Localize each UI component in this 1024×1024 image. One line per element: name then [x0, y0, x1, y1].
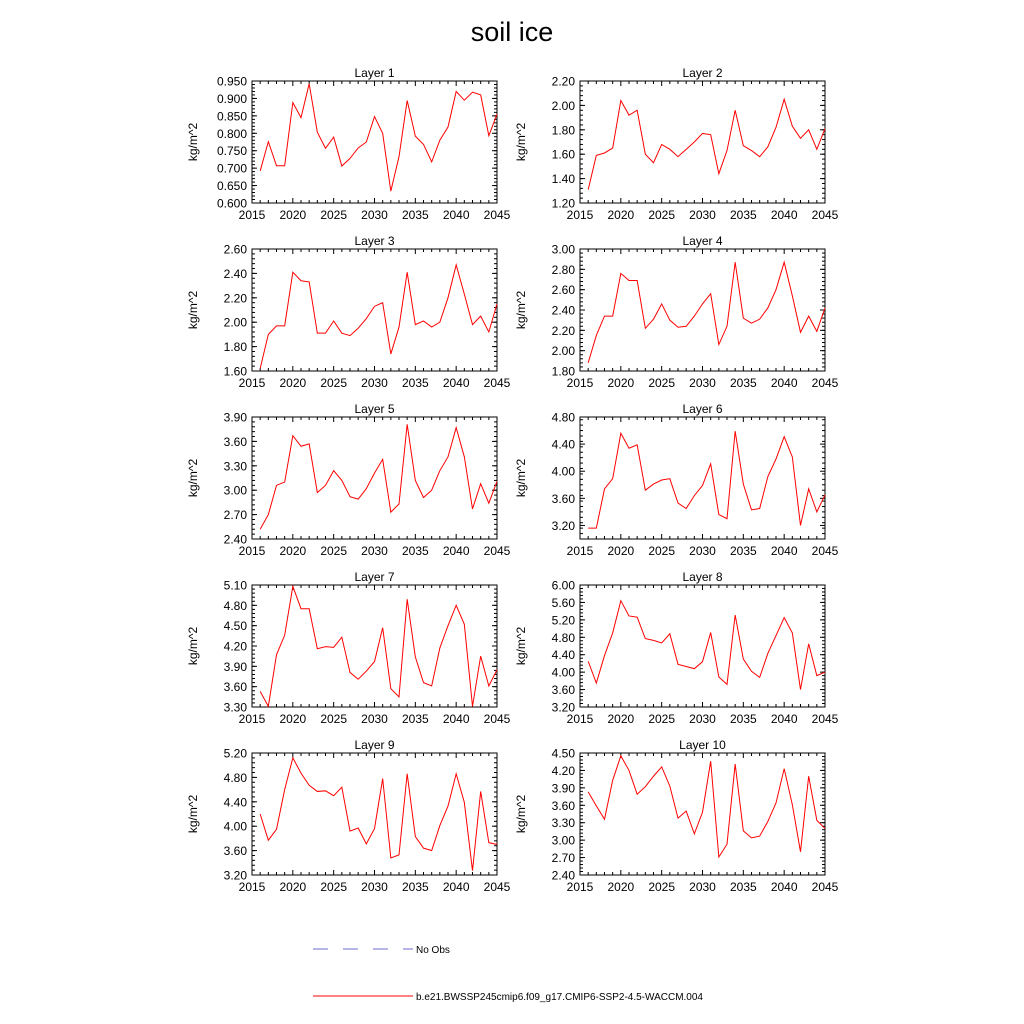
- y-tick-label: 4.00: [551, 665, 575, 680]
- x-tick-label: 2015: [566, 208, 594, 222]
- y-tick-label: 5.10: [223, 578, 247, 593]
- x-tick-label: 2025: [320, 712, 348, 726]
- series-line: [260, 265, 497, 369]
- y-tick-label: 2.70: [223, 508, 247, 523]
- y-tick-label: 3.20: [551, 700, 575, 715]
- series-line: [260, 586, 497, 706]
- y-tick-label: 2.20: [223, 291, 247, 306]
- y-tick-label: 6.00: [551, 578, 575, 593]
- y-tick-label: 4.40: [551, 437, 575, 452]
- x-tick-label: 2025: [648, 208, 676, 222]
- y-tick-label: 1.80: [223, 340, 247, 355]
- x-tick-label: 2030: [361, 376, 388, 390]
- x-tick-label: 2015: [238, 712, 266, 726]
- x-tick-label: 2035: [729, 712, 757, 726]
- x-tick-label: 2035: [729, 376, 757, 390]
- y-tick-label: 3.90: [551, 781, 575, 796]
- y-tick-label: 1.40: [551, 172, 575, 187]
- x-tick-label: 2020: [279, 544, 307, 558]
- y-tick-label: 2.40: [223, 266, 247, 281]
- y-axis-label: kg/m^2: [186, 122, 200, 162]
- x-tick-label: 2020: [279, 712, 307, 726]
- y-tick-label: 2.00: [223, 315, 247, 330]
- x-tick-label: 2015: [566, 880, 594, 894]
- y-tick-label: 2.00: [551, 98, 575, 113]
- y-tick-label: 2.70: [551, 851, 575, 866]
- panel-layer-4: [514, 234, 839, 390]
- panel-title: Layer 2: [682, 66, 723, 80]
- x-tick-label: 2035: [729, 880, 757, 894]
- series-line: [588, 756, 825, 857]
- y-tick-label: 1.20: [551, 196, 575, 211]
- x-tick-label: 2020: [607, 208, 635, 222]
- legend-series-label: b.e21.BWSSP245cmip6.f09_g17.CMIP6-SSP2-4.5-WACCM.004: [416, 992, 703, 1003]
- x-tick-label: 2025: [648, 712, 676, 726]
- y-tick-label: 3.60: [223, 844, 247, 859]
- x-tick-label: 2025: [648, 880, 676, 894]
- legend-obs-label: No Obs: [416, 945, 450, 956]
- y-axis-label: kg/m^2: [514, 290, 528, 330]
- x-tick-label: 2025: [320, 544, 348, 558]
- y-tick-label: 0.650: [216, 179, 247, 194]
- x-tick-label: 2040: [770, 208, 798, 222]
- panel-title: Layer 8: [682, 570, 723, 584]
- x-tick-label: 2015: [238, 880, 266, 894]
- x-tick-label: 2030: [689, 208, 716, 222]
- y-tick-label: 5.20: [551, 613, 575, 628]
- panel-title: Layer 9: [354, 738, 395, 752]
- plot-frame: [580, 585, 825, 707]
- y-tick-label: 4.40: [223, 795, 247, 810]
- panel-title: Layer 1: [354, 66, 395, 80]
- y-tick-label: 2.40: [223, 532, 247, 547]
- x-tick-label: 2045: [811, 376, 839, 390]
- panel-layer-6: [514, 402, 839, 558]
- y-tick-label: 4.80: [551, 410, 575, 425]
- x-tick-label: 2035: [401, 712, 429, 726]
- x-tick-label: 2015: [238, 376, 266, 390]
- y-tick-label: 0.900: [216, 91, 247, 106]
- x-tick-label: 2025: [320, 208, 348, 222]
- x-tick-label: 2030: [689, 880, 716, 894]
- y-axis-label: kg/m^2: [514, 458, 528, 498]
- panels: [186, 66, 839, 894]
- x-tick-label: 2040: [442, 880, 470, 894]
- y-tick-label: 3.00: [551, 833, 575, 848]
- y-tick-label: 3.90: [223, 659, 247, 674]
- series-line: [588, 431, 825, 528]
- plot-frame: [580, 417, 825, 539]
- x-tick-label: 2035: [401, 376, 429, 390]
- x-tick-label: 2040: [770, 880, 798, 894]
- x-tick-label: 2030: [689, 376, 716, 390]
- panel-layer-5: [186, 402, 511, 558]
- x-tick-label: 2045: [811, 544, 839, 558]
- plot-frame: [252, 417, 497, 539]
- panel-title: Layer 3: [354, 234, 395, 248]
- y-tick-label: 4.20: [223, 639, 247, 654]
- y-tick-label: 3.60: [551, 683, 575, 698]
- y-tick-label: 2.20: [551, 323, 575, 338]
- series-line: [260, 424, 497, 529]
- x-tick-label: 2040: [770, 376, 798, 390]
- y-tick-label: 0.700: [216, 161, 247, 176]
- x-tick-label: 2035: [729, 544, 757, 558]
- y-tick-label: 3.30: [223, 700, 247, 715]
- y-tick-label: 4.00: [551, 464, 575, 479]
- y-tick-label: 2.40: [551, 303, 575, 318]
- x-tick-label: 2025: [320, 376, 348, 390]
- y-tick-label: 5.20: [223, 746, 247, 761]
- plot-frame: [580, 753, 825, 875]
- series-line: [260, 84, 497, 191]
- y-tick-label: 4.80: [551, 630, 575, 645]
- x-tick-label: 2045: [811, 208, 839, 222]
- x-tick-label: 2015: [566, 544, 594, 558]
- plot-frame: [252, 753, 497, 875]
- x-tick-label: 2020: [279, 208, 307, 222]
- panel-layer-10: [514, 738, 839, 894]
- plot-frame: [580, 249, 825, 371]
- plot-frame: [252, 585, 497, 707]
- panel-layer-2: [514, 66, 839, 222]
- y-tick-label: 1.60: [223, 364, 247, 379]
- y-axis-label: kg/m^2: [186, 458, 200, 498]
- y-tick-label: 3.20: [551, 518, 575, 533]
- y-tick-label: 4.40: [551, 648, 575, 663]
- y-tick-label: 4.80: [223, 598, 247, 613]
- x-tick-label: 2015: [238, 208, 266, 222]
- y-axis-label: kg/m^2: [186, 794, 200, 834]
- y-axis-label: kg/m^2: [186, 626, 200, 666]
- x-tick-label: 2040: [442, 376, 470, 390]
- panel-layer-7: [186, 570, 511, 726]
- x-tick-label: 2040: [770, 712, 798, 726]
- x-tick-label: 2015: [566, 712, 594, 726]
- panel-title: Layer 6: [682, 402, 723, 416]
- x-tick-label: 2020: [607, 544, 635, 558]
- y-tick-label: 3.00: [223, 483, 247, 498]
- x-tick-label: 2030: [689, 712, 716, 726]
- y-tick-label: 1.80: [551, 364, 575, 379]
- y-tick-label: 1.80: [551, 123, 575, 138]
- y-tick-label: 3.90: [223, 410, 247, 425]
- x-tick-label: 2020: [279, 880, 307, 894]
- y-axis-label: kg/m^2: [514, 626, 528, 666]
- y-axis-label: kg/m^2: [514, 794, 528, 834]
- y-tick-label: 3.60: [551, 798, 575, 813]
- y-tick-label: 3.30: [223, 459, 247, 474]
- figure-title: soil ice: [470, 17, 554, 47]
- y-tick-label: 3.60: [223, 434, 247, 449]
- y-tick-label: 3.60: [223, 680, 247, 695]
- x-tick-label: 2045: [811, 880, 839, 894]
- x-tick-label: 2045: [483, 376, 511, 390]
- y-tick-label: 4.20: [551, 763, 575, 778]
- x-tick-label: 2040: [442, 712, 470, 726]
- plot-frame: [252, 249, 497, 371]
- x-tick-label: 2045: [483, 544, 511, 558]
- series-line: [588, 99, 825, 189]
- y-axis-label: kg/m^2: [514, 122, 528, 162]
- x-tick-label: 2015: [238, 544, 266, 558]
- x-tick-label: 2030: [361, 880, 388, 894]
- plot-frame: [252, 81, 497, 203]
- x-tick-label: 2040: [442, 544, 470, 558]
- y-tick-label: 3.00: [551, 242, 575, 257]
- y-tick-label: 2.00: [551, 344, 575, 359]
- series-line: [588, 601, 825, 690]
- x-tick-label: 2030: [689, 544, 716, 558]
- y-tick-label: 4.80: [223, 770, 247, 785]
- y-tick-label: 0.750: [216, 144, 247, 159]
- y-tick-label: 0.600: [216, 196, 247, 211]
- x-tick-label: 2020: [607, 376, 635, 390]
- x-tick-label: 2035: [401, 208, 429, 222]
- y-tick-label: 1.60: [551, 147, 575, 162]
- y-tick-label: 0.800: [216, 126, 247, 141]
- y-tick-label: 0.950: [216, 74, 247, 89]
- y-tick-label: 2.40: [551, 868, 575, 883]
- panel-title: Layer 7: [354, 570, 395, 584]
- x-tick-label: 2045: [483, 208, 511, 222]
- panel-layer-1: [186, 66, 511, 222]
- y-axis-label: kg/m^2: [186, 290, 200, 330]
- y-tick-label: 2.60: [551, 283, 575, 298]
- x-tick-label: 2020: [607, 880, 635, 894]
- y-tick-label: 0.850: [216, 109, 247, 124]
- panel-title: Layer 5: [354, 402, 395, 416]
- legend: [313, 945, 703, 1003]
- x-tick-label: 2020: [279, 376, 307, 390]
- y-tick-label: 4.50: [223, 619, 247, 634]
- x-tick-label: 2030: [361, 712, 388, 726]
- y-tick-label: 3.20: [223, 868, 247, 883]
- y-tick-label: 2.20: [551, 74, 575, 89]
- y-tick-label: 3.30: [551, 816, 575, 831]
- panel-title: Layer 4: [682, 234, 723, 248]
- x-tick-label: 2045: [483, 712, 511, 726]
- x-tick-label: 2025: [320, 880, 348, 894]
- x-tick-label: 2030: [361, 544, 388, 558]
- series-line: [588, 262, 825, 363]
- y-tick-label: 5.60: [551, 595, 575, 610]
- panel-title: Layer 10: [679, 738, 726, 752]
- plot-frame: [580, 81, 825, 203]
- y-tick-label: 2.60: [223, 242, 247, 257]
- x-tick-label: 2040: [442, 208, 470, 222]
- x-tick-label: 2035: [729, 208, 757, 222]
- y-tick-label: 3.60: [551, 491, 575, 506]
- y-tick-label: 2.80: [551, 262, 575, 277]
- x-tick-label: 2025: [648, 544, 676, 558]
- x-tick-label: 2030: [361, 208, 388, 222]
- x-tick-label: 2025: [648, 376, 676, 390]
- y-tick-label: 4.00: [223, 819, 247, 834]
- x-tick-label: 2035: [401, 880, 429, 894]
- y-tick-label: 4.50: [551, 746, 575, 761]
- x-tick-label: 2040: [770, 544, 798, 558]
- x-tick-label: 2020: [607, 712, 635, 726]
- panel-layer-9: [186, 738, 511, 894]
- panel-layer-8: [514, 570, 839, 726]
- panel-layer-3: [186, 234, 511, 390]
- x-tick-label: 2035: [401, 544, 429, 558]
- x-tick-label: 2015: [566, 376, 594, 390]
- x-tick-label: 2045: [483, 880, 511, 894]
- x-tick-label: 2045: [811, 712, 839, 726]
- series-line: [260, 758, 497, 871]
